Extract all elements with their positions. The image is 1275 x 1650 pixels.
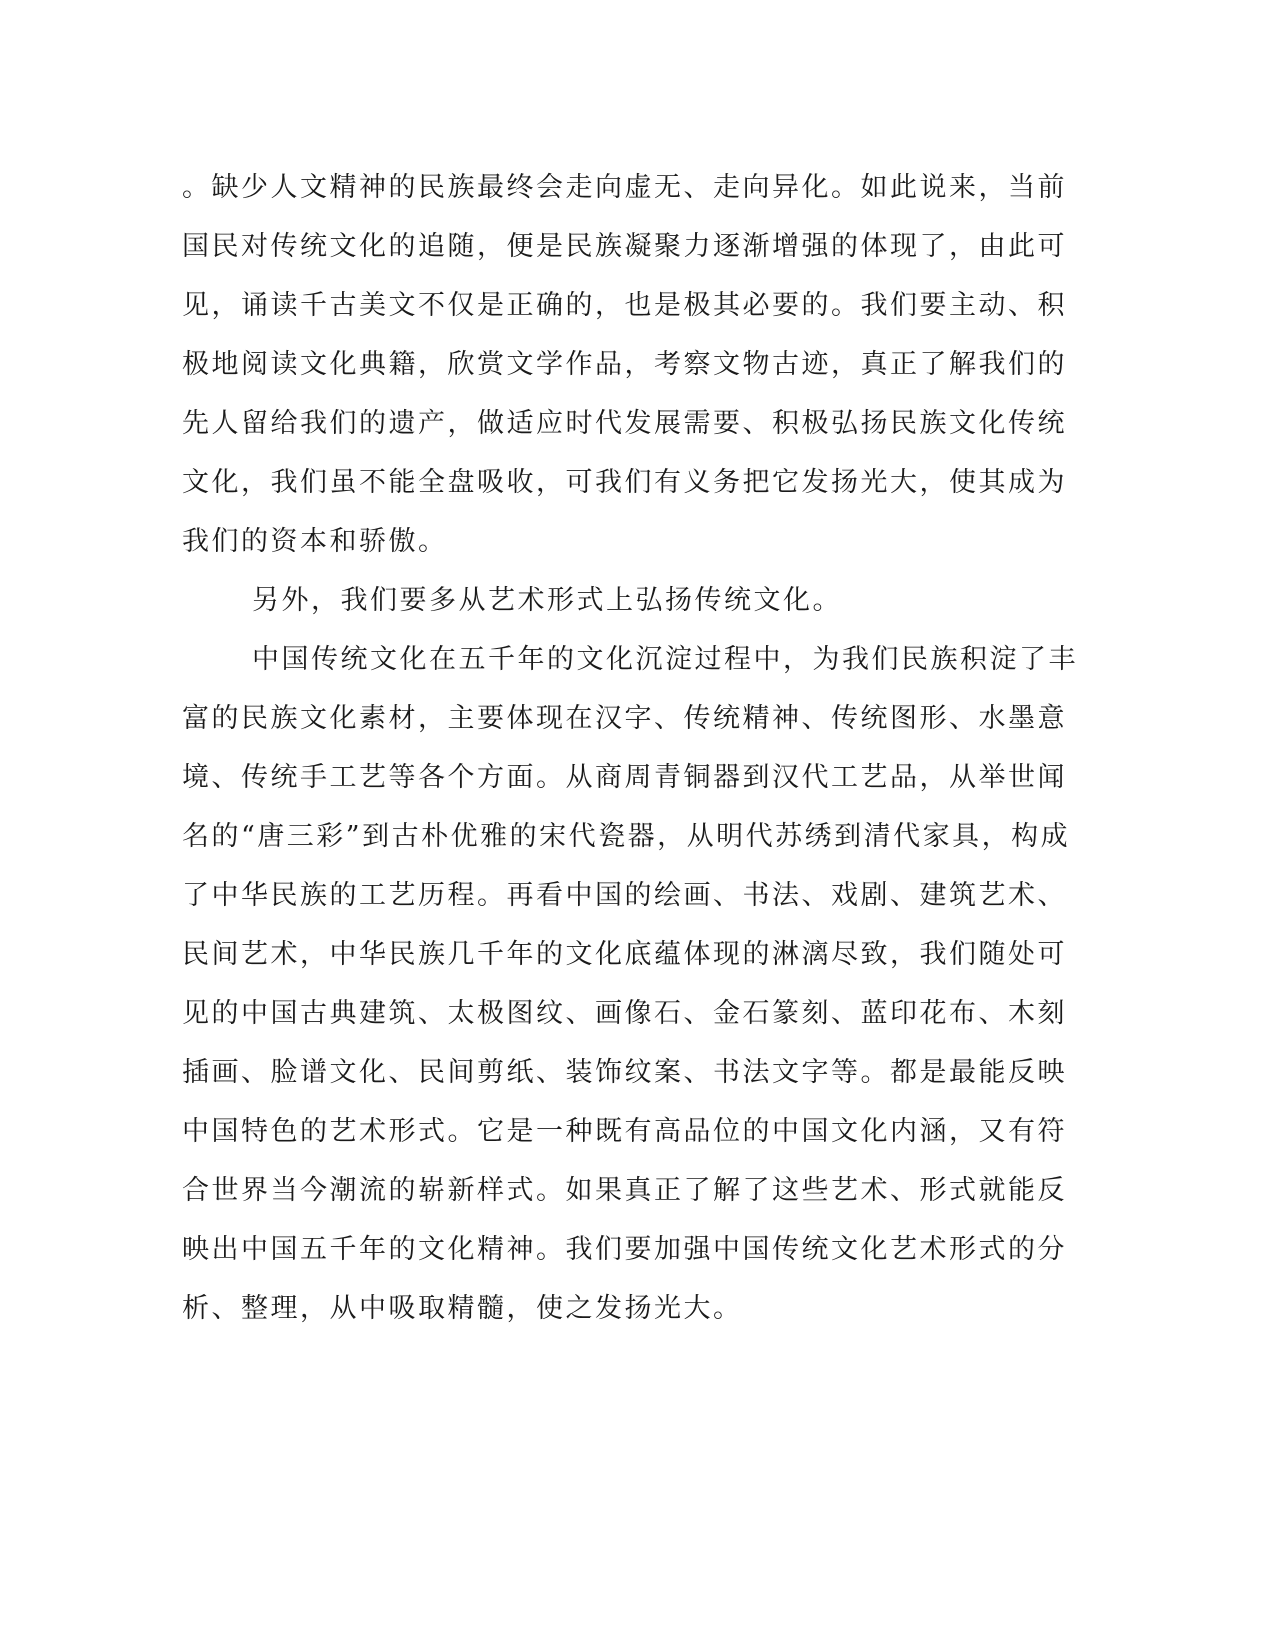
text-line: 民间艺术，中华民族几千年的文化底蕴体现的淋漓尽致，我们随处可 [182,939,1067,970]
text-line: 插画、脸谱文化、民间剪纸、装饰纹案、书法文字等。都是最能反映 [182,1057,1067,1088]
paragraph-1 [182,158,1067,571]
text-line: 见的中国古典建筑、太极图纹、画像石、金石篆刻、蓝印花布、木刻 [182,998,1067,1029]
text-line: 国民对传统文化的追随，便是民族凝聚力逐渐增强的体现了，由此可 [182,231,1067,262]
text-line: 极地阅读文化典籍，欣赏文学作品，考察文物古迹，真正了解我们的 [182,349,1067,380]
text-line: 富的民族文化素材，主要体现在汉字、传统精神、传统图形、水墨意 [182,703,1067,734]
text-line: 了中华民族的工艺历程。再看中国的绘画、书法、戏剧、建筑艺术、 [182,880,1067,911]
text-line: 。缺少人文精神的民族最终会走向虚无、走向异化。如此说来，当前 [182,172,1067,203]
text-line: 析、整理，从中吸取精髓，使之发扬光大。 [182,1293,743,1324]
text-line: 中国传统文化在五千年的文化沉淀过程中，为我们民族积淀了丰 [252,644,1078,675]
text-line: 合世界当今潮流的崭新样式。如果真正了解了这些艺术、形式就能反 [182,1175,1067,1206]
text-line: 中国特色的艺术形式。它是一种既有高品位的中国文化内涵，又有符 [182,1116,1067,1147]
text-line: 另外，我们要多从艺术形式上弘扬传统文化。 [252,585,842,616]
text-line: 文化，我们虽不能全盘吸收，可我们有义务把它发扬光大，使其成为 [182,467,1067,498]
text-line: 映出中国五千年的文化精神。我们要加强中国传统文化艺术形式的分 [182,1234,1067,1265]
text-line: 见，诵读千古美文不仅是正确的，也是极其必要的。我们要主动、积 [182,290,1067,321]
text-line: 我们的资本和骄傲。 [182,526,448,557]
text-line: 先人留给我们的遗产，做适应时代发展需要、积极弘扬民族文化传统 [182,408,1067,439]
text-line: 境、传统手工艺等各个方面。从商周青铜器到汉代工艺品，从举世闻 [182,762,1067,793]
paragraph-2 [182,571,1042,630]
document-body [182,158,1078,1338]
text-line: 名的“唐三彩”到古朴优雅的宋代瓷器，从明代苏绣到清代家具，构成 [182,821,1071,852]
paragraph-3 [182,630,1078,1338]
